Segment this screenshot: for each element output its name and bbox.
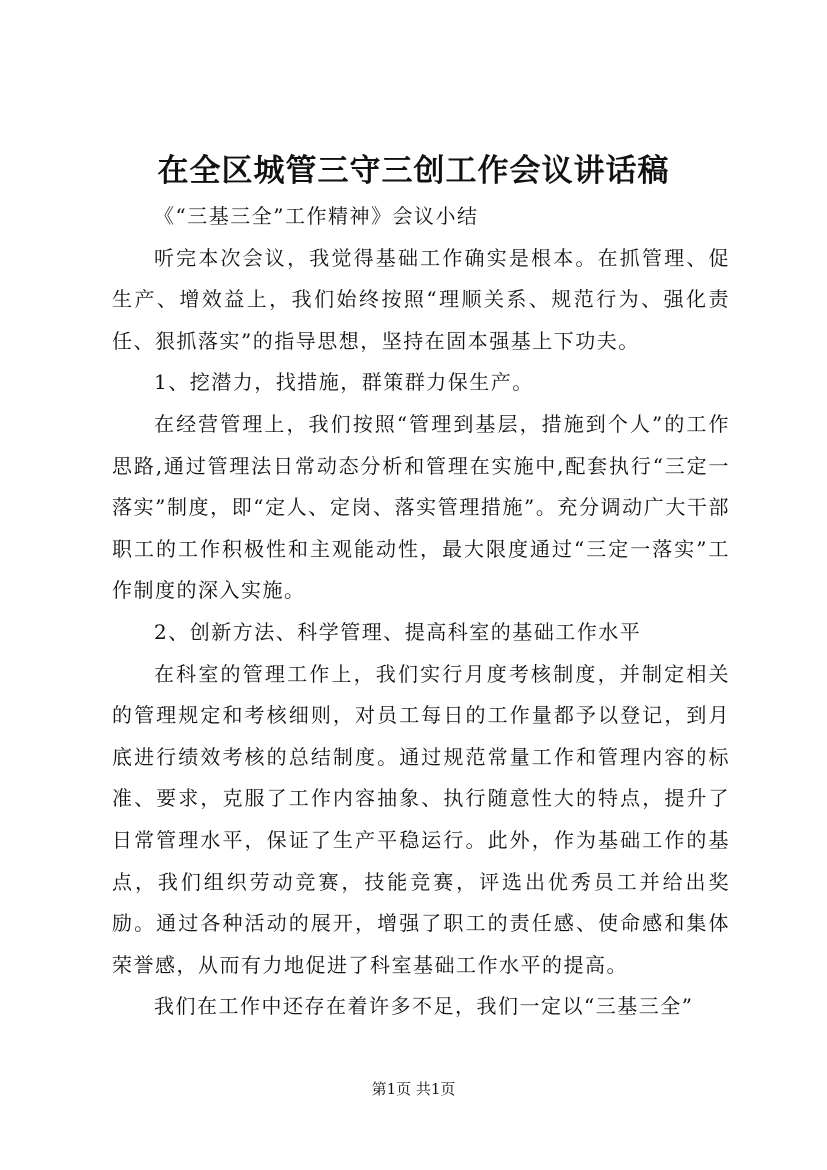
document-body <box>112 196 730 1028</box>
paragraph-closing: 我们在工作中还存在着许多不足，我们一定以“三基三全” <box>154 994 694 1019</box>
page-footer: 第1页 共1页 <box>371 1080 456 1098</box>
section-heading-2: 2、创新方法、科学管理、提高科室的基础工作水平 <box>154 619 642 644</box>
paragraph-subtitle: 《“三基三全”工作精神》会议小结 <box>154 204 479 228</box>
paragraph-intro: 听完本次会议，我觉得基础工作确实是根本。在抓管理、促生产、增效益上，我们始终按照“理顺关系、规范行为、强化责任、狠抓落实”的指导思想，坚持在固本强基上下功夫。 <box>112 245 730 353</box>
section-heading-1: 1、挖潜力，找措施，群策群力保生产。 <box>154 370 534 395</box>
paragraph-section-1: 在经营管理上，我们按照“管理到基层，措施到个人”的工作思路,通过管理法日常动态分析和管理在实施中,配套执行“三定一落实”制度，即“定人、定岗、落实管理措施”。充分调动广大干部职工的工作积极性和主观能动性，最大限度通过“三定一落实”工作制度的深入实施。 <box>112 411 730 603</box>
paragraph-section-2: 在科室的管理工作上，我们实行月度考核制度，并制定相关的管理规定和考核细则，对员工每日的工作量都予以登记，到月底进行绩效考核的总结制度。通过规范常量工作和管理内容的标准、要求，克服了工作内容抽象、执行随意性大的特点，提升了日常管理水平，保证了生产平稳运行。此外，作为基础工作的基点，我们组织劳动竞赛，技能竞赛，评选出优秀员工并给出奖励。通过各种活动的展开，增强了职工的责任感、使命感和集体荣誉感，从而有力地促进了科室基础工作水平的提高。 <box>112 661 730 977</box>
document-title: 在全区城管三守三创工作会议讲话稿 <box>157 153 670 189</box>
